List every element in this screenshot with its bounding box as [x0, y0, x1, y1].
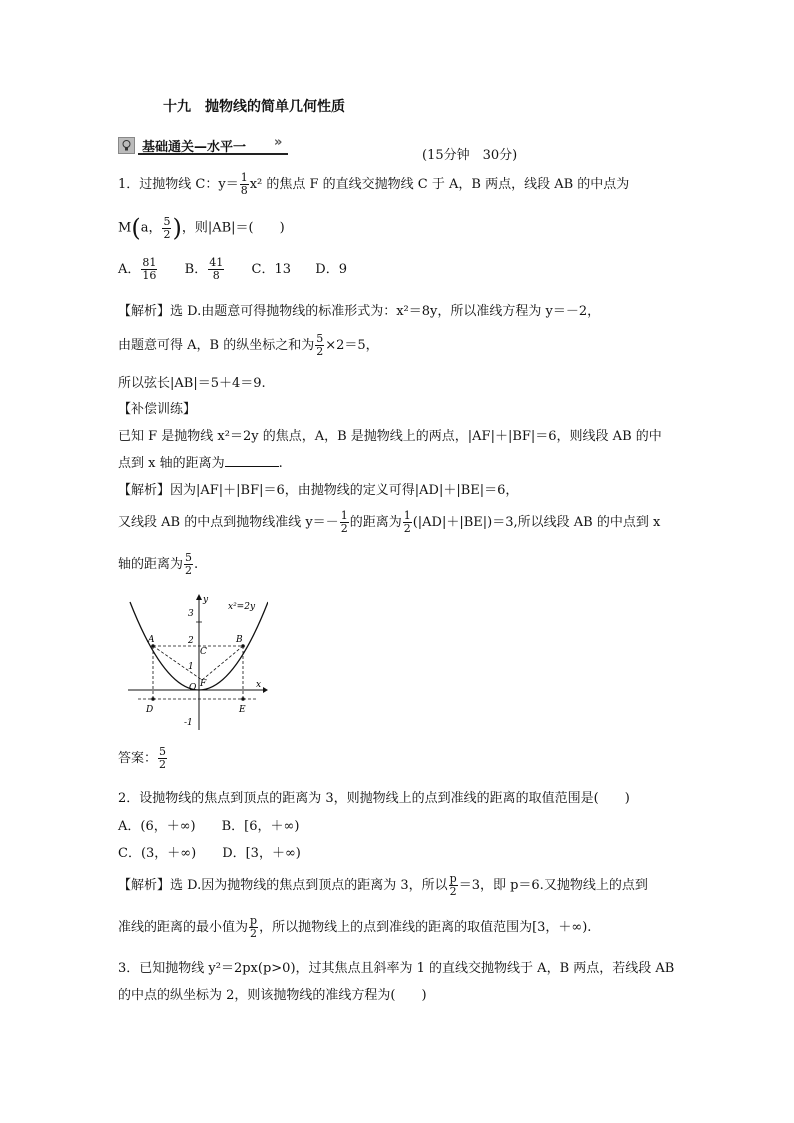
q3-line1: 3．已知抛物线 y²＝2px(p>0)，过其焦点且斜率为 1 的直线交抛物线于 A，B 两点，若线段 AB: [118, 961, 675, 976]
point-e: [241, 697, 245, 701]
q1-option-d: D．9: [315, 262, 347, 277]
point-d: [151, 697, 155, 701]
label-e: E: [239, 705, 246, 715]
q2-analysis-2: 准线的距离的最小值为 $\frac{p}{2}$ ，所以抛物线上的点到准线的距离的取值范围为[3，＋∞).: [118, 914, 592, 940]
q1-option-b-frac: $\frac{41}{8}$: [209, 256, 224, 282]
q1-m-fraction: $\frac{5}{2}$: [163, 214, 171, 241]
q1-analysis-3: 所以弦长|AB|＝5＋4＝9.: [118, 376, 266, 391]
section-banner: [118, 136, 298, 154]
q2-stem: 2．设抛物线的焦点到顶点的距离为 3，则抛物线上的点到准线的距离的取值范围是( ): [118, 791, 630, 806]
tick-3: 3: [188, 609, 194, 619]
q1-m-a: a，: [140, 220, 162, 236]
x-axis-arrow: [263, 687, 268, 693]
axis-x-label: x: [256, 680, 262, 690]
extra-q-line2: 点到 x 轴的距离为 .: [118, 456, 283, 471]
q2-frac-2: $\frac{p}{2}$: [250, 914, 258, 940]
q1-option-b: B．: [184, 262, 208, 277]
extra-frac-3: $\frac{5}{2}$: [185, 551, 193, 577]
extra-answer: 答案： $\frac{5}{2}$: [118, 745, 167, 771]
answer-frac: $\frac{5}{2}$: [159, 745, 167, 771]
q1-analysis-1: 【解析】选 D.由题意可得抛物线的标准形式为：x²＝8y，所以准线方程为 y＝－2，: [118, 304, 601, 319]
q2-analysis-1: 【解析】选 D.因为抛物线的焦点到顶点的距离为 3，所以 $\frac{p}{2}$ ＝3，即 p＝6.又抛物线上的点到: [118, 872, 648, 898]
q2-options-ab: A．(6，＋∞) B．[6，＋∞): [118, 819, 300, 834]
label-a: A: [148, 635, 155, 645]
time-score: (15分钟 30分): [422, 148, 518, 163]
label-f: F: [200, 679, 207, 689]
extra-frac-2: $\frac{1}{2}$: [403, 509, 411, 535]
q1-analysis-frac: $\frac{5}{2}$: [316, 332, 324, 358]
q1-options: [118, 257, 347, 282]
q1-stem-text-b: x² 的焦点 F 的直线交抛物线 C 于 A，B 两点，线段 AB 的中点为: [249, 177, 630, 192]
extra-analysis-3: 轴的距离为 $\frac{5}{2}$ .: [118, 551, 199, 577]
page-title: 十九 抛物线的简单几何性质: [163, 99, 345, 115]
tick-neg1: -1: [184, 718, 193, 728]
q3-line2: 的中点的纵坐标为 2，则该抛物线的准线方程为( ): [118, 988, 427, 1003]
banner-label: 基础通关—水平一: [142, 140, 247, 155]
q2-options-cd: C．(3，＋∞) D．[3，＋∞): [118, 846, 301, 861]
y-axis-arrow: [196, 594, 202, 600]
extra-q-line1: 已知 F 是抛物线 x²＝2y 的焦点，A，B 是抛物线上的两点，|AF|＋|BF|＝6，则线段 AB 的中: [118, 429, 662, 444]
answer-blank: [225, 454, 279, 467]
q1-option-c: C．13: [251, 262, 292, 277]
banner-underline: [138, 153, 288, 155]
extra-frac-1: $\frac{1}{2}$: [340, 509, 348, 535]
q1-m-tail: ，则|AB|＝( ): [181, 220, 285, 236]
q1-analysis-2: 由题意可得 A，B 的纵坐标之和为 $\frac{5}{2}$ ×2＝5，: [118, 332, 379, 358]
label-o: O: [189, 683, 197, 693]
q1-fraction: $\frac{1}{8}$: [240, 171, 248, 197]
lightbulb-icon: [118, 137, 135, 154]
tick-1: 1: [188, 662, 194, 672]
extra-heading: 【补偿训练】: [118, 402, 197, 417]
chevrons: »: [274, 135, 283, 150]
q1-stem: [118, 172, 629, 197]
curve-label: x²=2y: [228, 602, 256, 612]
label-d: D: [146, 705, 154, 715]
parabola-figure: [118, 592, 268, 734]
extra-analysis-1: 【解析】因为|AF|＋|BF|＝6，由抛物线的定义可得|AD|＋|BE|＝6，: [118, 483, 519, 498]
extra-analysis-2: 又线段 AB 的中点到抛物线准线 y＝－ $\frac{1}{2}$ 的距离为 $\frac{1}{2}$ (|AD|＋|BE|)＝3,所以线段 AB 的中点到 x: [118, 509, 661, 535]
q1-option-a-frac: $\frac{81}{16}$: [142, 256, 157, 282]
q2-frac-1: $\frac{p}{2}$: [449, 872, 457, 898]
axis-y-label: y: [203, 595, 209, 605]
q1-line2: M(a， $\frac{5}{2}$ )，则|AB|＝( ): [118, 214, 285, 242]
label-c: C: [200, 647, 207, 657]
q1-m: M: [118, 220, 132, 236]
tick-2: 2: [188, 636, 194, 646]
q1-option-a: A．: [118, 262, 141, 277]
q1-stem-text-a: 1．过抛物线 C：y＝: [118, 177, 239, 192]
label-b: B: [236, 635, 243, 645]
